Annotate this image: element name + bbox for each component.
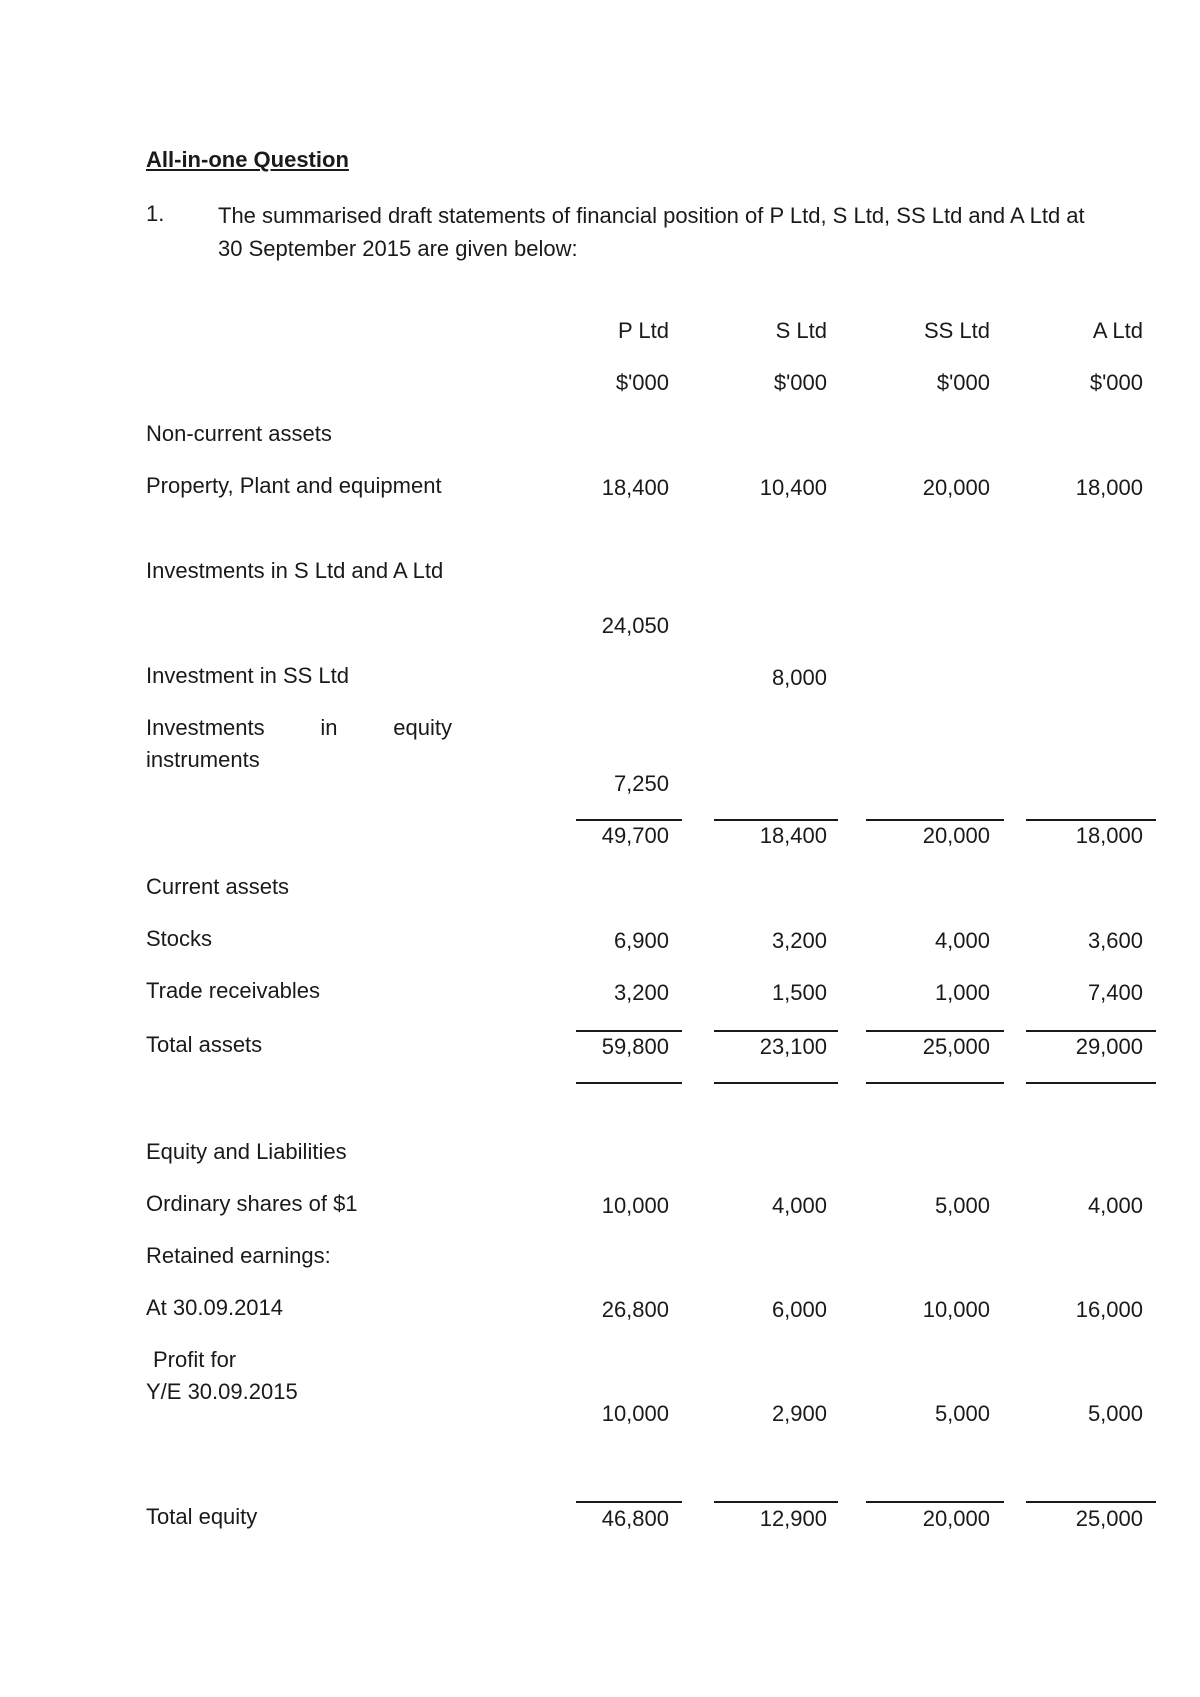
column-unit-ss-ltd: $'000 <box>936 370 990 395</box>
row-value-ppe-s: 10,400 <box>759 475 827 500</box>
section-equity-liabilities: Equity and Liabilities <box>146 1139 347 1164</box>
subtotal-rule <box>576 819 682 821</box>
row-value-profit-a: 5,000 <box>1087 1401 1143 1426</box>
row-value-shares-p: 10,000 <box>601 1193 669 1218</box>
column-header-s-ltd: S Ltd <box>775 318 827 343</box>
row-label-total-assets: Total assets <box>146 1032 263 1057</box>
subtotal-rule <box>714 819 838 821</box>
row-label-total-equity: Total equity <box>146 1504 258 1529</box>
row-value-shares-a: 4,000 <box>1087 1193 1143 1218</box>
row-label-investments-equity: Investments in equity instruments <box>146 715 452 772</box>
row-label-ppe: Property, Plant and equipment <box>146 473 442 498</box>
total-rule <box>1026 1030 1156 1032</box>
total-underline <box>866 1082 1004 1084</box>
equity-total-rule <box>576 1501 682 1503</box>
row-value-total-equity-a: 25,000 <box>1075 1506 1143 1531</box>
row-value-ppe-p: 18,400 <box>601 475 669 500</box>
row-label-receivables: Trade receivables <box>146 978 321 1003</box>
row-label-investments-s-a: Investments in S Ltd and A Ltd <box>146 558 444 583</box>
row-value-total-equity-p: 46,800 <box>601 1506 669 1531</box>
row-value-profit-p: 10,000 <box>601 1401 669 1426</box>
row-value-investment-ss-s: 8,000 <box>771 665 827 690</box>
row-value-total-equity-s: 12,900 <box>759 1506 827 1531</box>
row-value-at-2014-s: 6,000 <box>771 1297 827 1322</box>
question-heading: All-in-one Question <box>146 147 349 172</box>
row-value-at-2014-ss: 10,000 <box>922 1297 990 1322</box>
row-value-receivables-s: 1,500 <box>771 980 827 1005</box>
question-text: The summarised draft statements of financial position of P Ltd, S Ltd, SS Ltd and A Ltd at 30 September 2015 are given below: <box>218 203 1085 261</box>
row-value-total-assets-ss: 25,000 <box>922 1034 990 1059</box>
row-value-profit-s: 2,900 <box>771 1401 827 1426</box>
subtotal-rule <box>1026 819 1156 821</box>
equity-total-rule <box>1026 1501 1156 1503</box>
total-rule <box>576 1030 682 1032</box>
row-value-total-assets-a: 29,000 <box>1075 1034 1143 1059</box>
row-value-stocks-a: 3,600 <box>1087 928 1143 953</box>
row-value-ppe-a: 18,000 <box>1075 475 1143 500</box>
row-value-receivables-p: 3,200 <box>613 980 669 1005</box>
row-value-receivables-a: 7,400 <box>1087 980 1143 1005</box>
row-value-stocks-s: 3,200 <box>771 928 827 953</box>
row-value-stocks-p: 6,900 <box>613 928 669 953</box>
row-value-receivables-ss: 1,000 <box>934 980 990 1005</box>
row-label-retained-earnings: Retained earnings: <box>146 1243 331 1268</box>
section-non-current-assets: Non-current assets <box>146 421 332 446</box>
column-header-p-ltd: P Ltd <box>618 318 669 343</box>
column-header-a-ltd: A Ltd <box>1092 318 1143 343</box>
row-value-shares-ss: 5,000 <box>934 1193 990 1218</box>
row-value-total-assets-p: 59,800 <box>601 1034 669 1059</box>
row-value-profit-ss: 5,000 <box>934 1401 990 1426</box>
row-label-at-2014: At 30.09.2014 <box>146 1295 284 1320</box>
nca-total-ss: 20,000 <box>922 823 990 848</box>
total-underline <box>576 1082 682 1084</box>
row-value-investments-s-a-p: 24,050 <box>601 613 669 638</box>
row-value-shares-s: 4,000 <box>771 1193 827 1218</box>
column-unit-s-ltd: $'000 <box>773 370 827 395</box>
nca-total-p: 49,700 <box>601 823 669 848</box>
equity-total-rule <box>714 1501 838 1503</box>
row-value-investments-equity-p: 7,250 <box>613 771 669 796</box>
total-rule <box>866 1030 1004 1032</box>
row-label-profit-line1: Profit for <box>153 1347 237 1372</box>
column-header-ss-ltd: SS Ltd <box>923 318 990 343</box>
question-number: 1. <box>146 201 165 226</box>
row-value-at-2014-a: 16,000 <box>1075 1297 1143 1322</box>
row-label-shares: Ordinary shares of $1 <box>146 1191 358 1216</box>
row-label-investment-ss: Investment in SS Ltd <box>146 663 349 688</box>
row-value-total-equity-ss: 20,000 <box>922 1506 990 1531</box>
row-value-total-assets-s: 23,100 <box>759 1034 827 1059</box>
row-label-profit-line2: Y/E 30.09.2015 <box>146 1379 298 1404</box>
row-value-ppe-ss: 20,000 <box>922 475 990 500</box>
total-underline <box>714 1082 838 1084</box>
nca-total-a: 18,000 <box>1075 823 1143 848</box>
subtotal-rule <box>866 819 1004 821</box>
row-value-at-2014-p: 26,800 <box>601 1297 669 1322</box>
total-underline <box>1026 1082 1156 1084</box>
equity-total-rule <box>866 1501 1004 1503</box>
total-rule <box>714 1030 838 1032</box>
row-label-stocks: Stocks <box>146 926 213 951</box>
section-current-assets: Current assets <box>146 874 290 899</box>
row-value-stocks-ss: 4,000 <box>934 928 990 953</box>
column-unit-a-ltd: $'000 <box>1089 370 1143 395</box>
column-unit-p-ltd: $'000 <box>615 370 669 395</box>
nca-total-s: 18,400 <box>759 823 827 848</box>
